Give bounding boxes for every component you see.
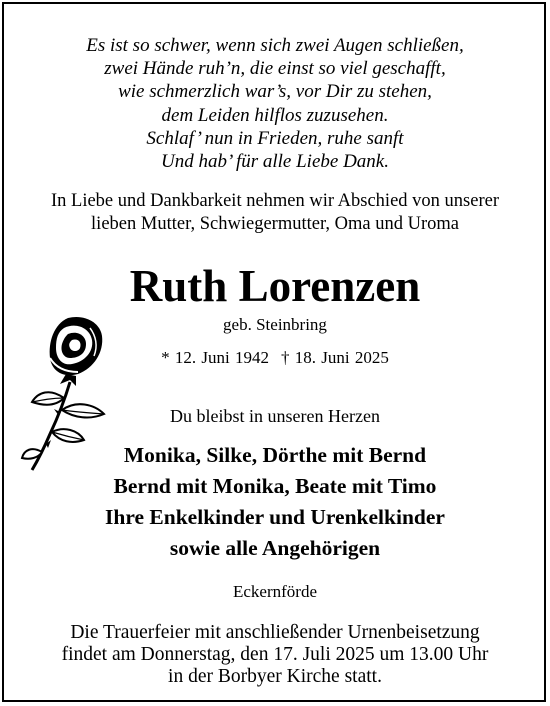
poem-line: Schlaf’ nun in Frieden, ruhe sanft — [146, 127, 404, 149]
mourner-line: sowie alle Angehörigen — [169, 536, 381, 560]
death-date: † 18. Juni 2025 — [281, 348, 389, 367]
poem-line: Es ist so schwer, wenn sich zwei Augen schließen, — [86, 35, 464, 56]
service-info — [0, 622, 550, 688]
mourner-line: Ihre Enkelkinder und Urenkelkinder — [105, 505, 445, 529]
service-line: Die Trauerfeier mit anschließender Urnenbeisetzung — [70, 622, 480, 643]
service-line: findet am Donnerstag, den 17. Juli 2025 um 13.00 Uhr — [61, 644, 489, 665]
poem — [0, 34, 550, 173]
deceased-name: Ruth Lorenzen — [129, 261, 421, 311]
mourners-list — [0, 440, 550, 564]
birth-date: * 12. Juni 1942 — [161, 348, 269, 367]
poem-line: Und hab’ für alle Liebe Dank. — [161, 151, 389, 173]
place: Eckernförde — [232, 582, 317, 601]
mourner-line: Monika, Silke, Dörthe mit Bernd — [123, 443, 427, 467]
farewell-intro — [0, 190, 550, 236]
poem-line: zwei Hände ruh’n, die einst so viel geschafft, — [104, 58, 446, 80]
intro-line: lieben Mutter, Schwiegermutter, Oma und Uroma — [91, 214, 459, 234]
poem-line: wie schmerzlich war’s, vor Dir zu stehen, — [118, 81, 432, 103]
maiden-name: geb. Steinbring — [223, 315, 327, 334]
mourner-line: Bernd mit Monika, Beate mit Timo — [113, 474, 437, 498]
poem-line: dem Leiden hilflos zuzusehen. — [161, 104, 389, 126]
service-line: in der Borbyer Kirche statt. — [168, 666, 382, 687]
intro-line: In Liebe und Dankbarkeit nehmen wir Abschied von unserer — [51, 191, 499, 211]
motto: Du bleibst in unseren Herzen — [170, 406, 380, 426]
